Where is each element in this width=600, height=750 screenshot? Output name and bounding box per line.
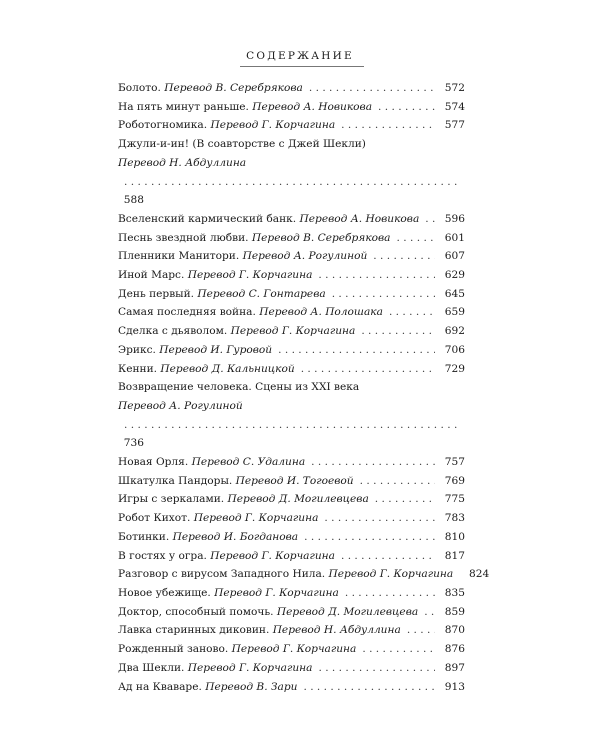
entry-page: 706 (444, 343, 465, 356)
entry-title: Эрикс. (118, 343, 156, 356)
entry-page: 859 (444, 605, 465, 618)
toc-entry[interactable] (118, 547, 465, 566)
entry-translator: Перевод Г. Корчагина (210, 119, 336, 132)
entry-translator: Перевод Д. Могилевцева (276, 605, 419, 618)
entry-title: Самая последняя война. (118, 306, 256, 319)
entry-page: 870 (444, 624, 465, 637)
entry-title: В гостях у огра. (118, 549, 207, 562)
leader-dots (362, 640, 435, 659)
entry-title: Новое убежище. (118, 586, 211, 599)
entry-title: Джули-и-ин! (В соавторстве с Джей Шекли) (118, 138, 366, 151)
toc-entry[interactable] (118, 472, 465, 491)
toc-entry[interactable] (118, 116, 465, 135)
toc-entry[interactable] (118, 322, 465, 341)
leader-dots (360, 472, 435, 491)
entry-title: На пять минут раньше. (118, 100, 249, 113)
toc-entry[interactable] (118, 341, 465, 360)
toc-entry[interactable] (118, 621, 465, 640)
leader-dots (341, 547, 435, 566)
entry-translator: Перевод А. Полошака (259, 306, 383, 319)
entry-title: Разговор с вирусом Западного Нила. (118, 568, 326, 581)
entry-title: Доктор, способный помочь. (118, 605, 274, 618)
entry-translator: Перевод И. Богданова (172, 530, 299, 543)
toc-entry[interactable] (118, 640, 465, 659)
entry-title: Болото. (118, 82, 161, 94)
entry-page: 629 (444, 269, 465, 282)
entry-title: Вселенский кармический банк. (118, 212, 297, 225)
entry-title: Иной Марс. (118, 269, 185, 282)
leader-dots (318, 266, 435, 285)
toc-entry[interactable] (118, 528, 465, 547)
entry-page: 757 (444, 456, 465, 469)
leader-dots (301, 360, 435, 379)
toc-entry[interactable] (118, 378, 465, 453)
entry-page: 607 (444, 250, 465, 263)
leader-dots (375, 490, 435, 509)
entry-title: Песнь звездной любви. (118, 231, 249, 244)
entry-translator: Перевод А. Новикова (252, 100, 373, 113)
leader-dots (425, 210, 435, 229)
entry-translator: Перевод Г. Корчагина (187, 269, 313, 282)
entry-translator: Перевод А. Рогулиной (242, 250, 368, 263)
entry-translator: Перевод Н. Абдуллина (118, 156, 247, 169)
entry-title: Рожденный заново. (118, 643, 229, 656)
leader-dots (303, 678, 435, 697)
leader-dots (341, 116, 435, 135)
entry-title: Кенни. (118, 362, 158, 375)
page-title: СОДЕРЖАНИЕ (246, 50, 354, 62)
entry-title: Лавка старинных диковин. (118, 624, 270, 637)
entry-translator: Перевод Г. Корчагина (328, 568, 454, 581)
entry-translator: Перевод Д. Кальницкой (160, 362, 295, 375)
leader-dots (424, 603, 435, 622)
entry-translator: Перевод С. Удалина (191, 456, 306, 469)
toc-entry[interactable] (118, 79, 465, 98)
table-of-contents (118, 79, 490, 696)
entry-page: 824 (468, 568, 490, 581)
toc-entry[interactable] (118, 247, 465, 266)
leader-dots (345, 584, 435, 603)
toc-entry[interactable] (118, 509, 465, 528)
leader-dots (397, 229, 436, 248)
toc-entry[interactable] (118, 678, 465, 697)
entry-page: 876 (444, 643, 465, 656)
entry-page: 577 (444, 119, 465, 132)
entry-title: Игры с зеркалами. (118, 493, 225, 506)
leader-dots (389, 303, 435, 322)
entry-page: 897 (444, 661, 465, 674)
entry-title: Робот Кихот. (118, 512, 191, 525)
entry-page: 572 (444, 82, 465, 94)
toc-entry[interactable] (118, 603, 465, 622)
entry-page: 729 (444, 362, 465, 375)
toc-entry[interactable] (118, 229, 465, 248)
title-rule (240, 66, 364, 67)
toc-entry[interactable] (118, 659, 465, 678)
toc-entry[interactable] (118, 285, 465, 304)
entry-page: 601 (444, 231, 465, 244)
leader-dots (124, 416, 461, 435)
toc-entry[interactable] (118, 360, 465, 379)
entry-translator: Перевод Н. Абдуллина (272, 624, 401, 637)
entry-title: Пленники Манитори. (118, 250, 240, 263)
entry-page: 783 (444, 512, 465, 525)
entry-page: 775 (444, 493, 465, 506)
entry-translator: Перевод Г. Корчагина (187, 661, 313, 674)
toc-entry[interactable] (118, 135, 465, 210)
leader-dots (361, 322, 435, 341)
entry-translator: Перевод И. Тогоевой (235, 474, 354, 487)
entry-page: 769 (444, 474, 465, 487)
entry-title: Новая Орля. (118, 456, 189, 469)
entry-translator: Перевод В. Зари (205, 680, 298, 693)
entry-page: 588 (123, 194, 144, 207)
toc-entry[interactable] (118, 584, 465, 603)
entry-translator: Перевод Г. Корчагина (214, 586, 339, 599)
entry-title: Роботогномика. (118, 119, 208, 132)
leader-dots (324, 509, 435, 528)
entry-page: 645 (444, 287, 465, 300)
entry-title: День первый. (118, 287, 195, 300)
entry-translator: Перевод В. Серебрякова (251, 231, 391, 244)
entry-title: Два Шекли. (118, 661, 185, 674)
leader-dots (304, 528, 435, 547)
entry-title: Шкатулка Пандоры. (118, 474, 233, 487)
entry-page: 817 (444, 549, 465, 562)
entry-page: 736 (123, 437, 144, 450)
entry-translator: Перевод А. Новикова (299, 212, 420, 225)
leader-dots (311, 453, 435, 472)
entry-translator: Перевод Г. Корчагина (193, 512, 319, 525)
entry-title: Возвращение человека. Сцены из XXI века (118, 381, 360, 394)
toc-entry[interactable] (118, 210, 465, 229)
toc-entry[interactable] (118, 565, 490, 584)
entry-page: 659 (444, 306, 465, 319)
leader-dots (309, 79, 435, 98)
entry-translator: Перевод Г. Корчагина (230, 325, 356, 338)
toc-entry[interactable] (118, 453, 465, 472)
leader-dots (278, 341, 435, 360)
entry-translator: Перевод А. Рогулиной (118, 399, 243, 412)
entry-translator: Перевод Г. Корчагина (210, 549, 335, 562)
entry-translator: Перевод С. Гонтарева (197, 287, 326, 300)
entry-page: 596 (444, 212, 465, 225)
entry-translator: Перевод Г. Корчагина (231, 643, 357, 656)
entry-page: 913 (444, 680, 465, 693)
leader-dots (318, 659, 435, 678)
toc-entry[interactable] (118, 266, 465, 285)
entry-translator: Перевод И. Гуровой (159, 343, 273, 356)
toc-entry[interactable] (118, 490, 465, 509)
entry-page: 574 (444, 100, 465, 113)
toc-entry[interactable] (118, 98, 465, 117)
entry-page: 810 (444, 530, 465, 543)
entry-title: Ботинки. (118, 530, 170, 543)
leader-dots (407, 621, 435, 640)
entry-translator: Перевод Д. Могилевцева (227, 493, 369, 506)
entry-title: Ад на Кваваре. (118, 680, 202, 693)
entry-page: 692 (444, 325, 465, 338)
entry-page: 835 (444, 586, 465, 599)
leader-dots (332, 285, 435, 304)
toc-entry[interactable] (118, 303, 465, 322)
leader-dots (378, 98, 435, 117)
entry-title: Сделка с дьяволом. (118, 325, 228, 338)
leader-dots (373, 247, 435, 266)
entry-translator: Перевод В. Серебрякова (164, 82, 303, 94)
leader-dots (124, 173, 461, 192)
